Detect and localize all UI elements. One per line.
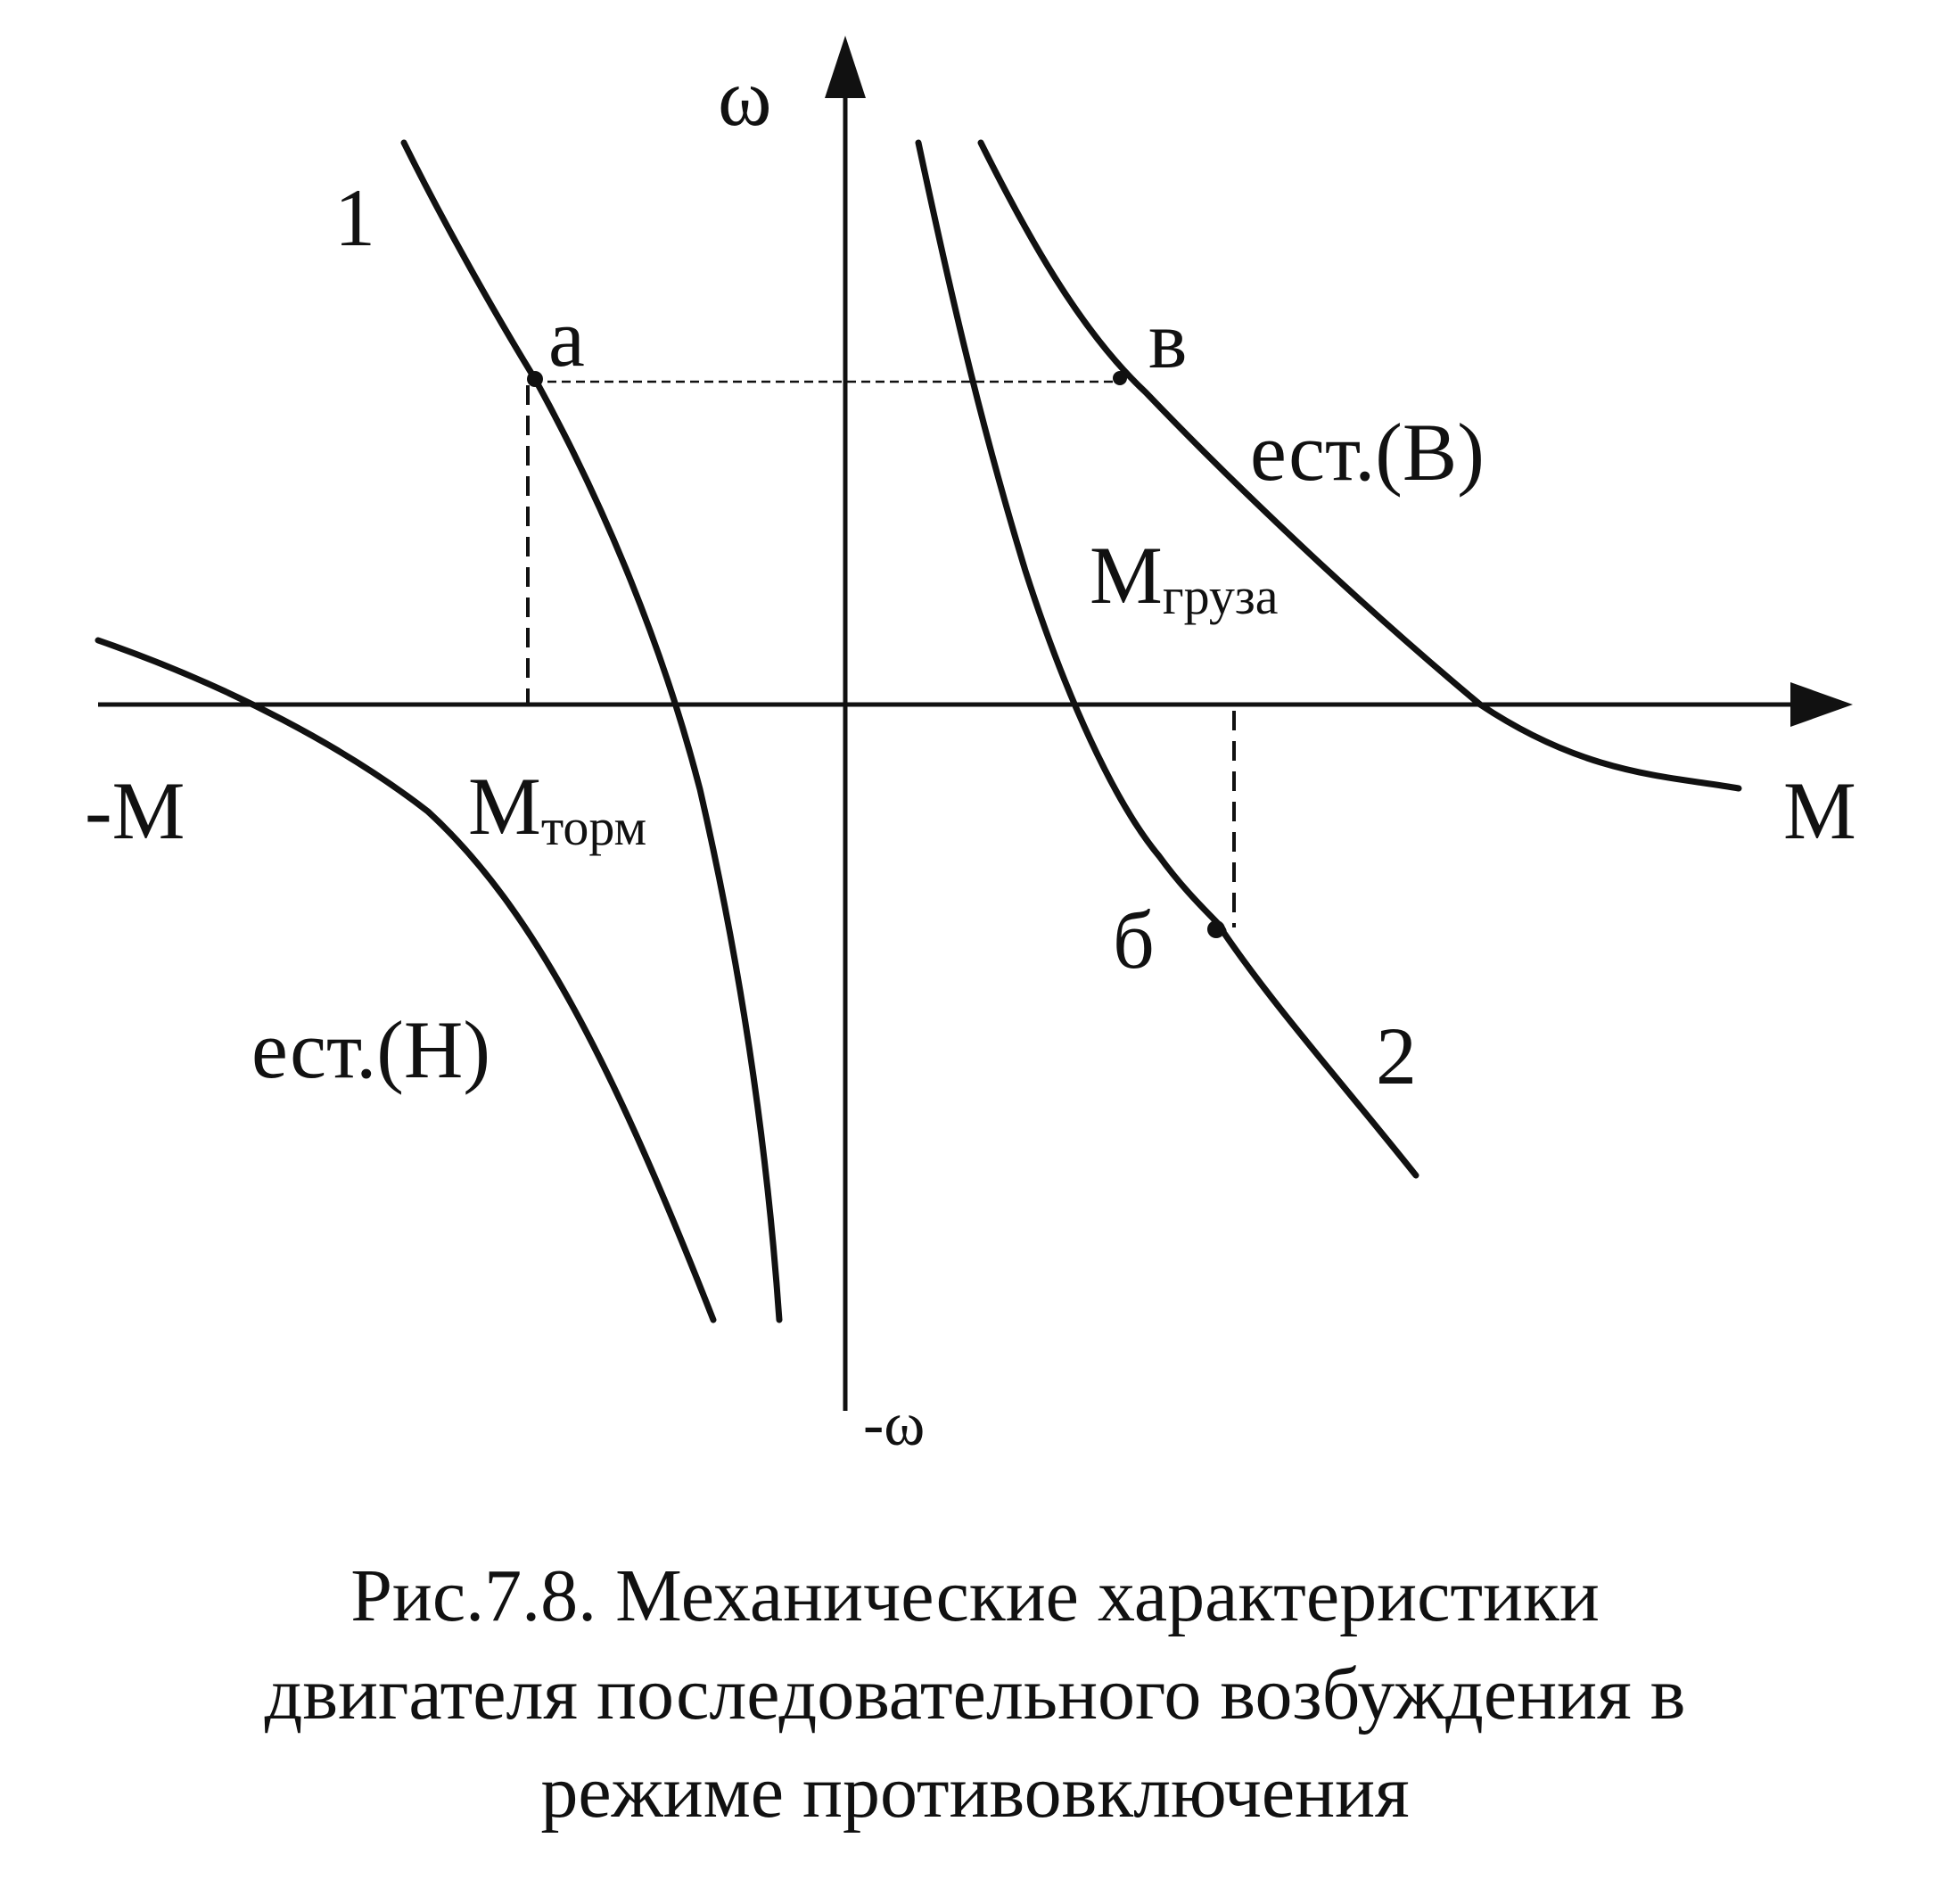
torque-axis-arrow: [1790, 682, 1853, 727]
point-b-label: б: [1113, 894, 1155, 985]
m-load-label: [1090, 530, 1279, 625]
torque-axis-label: M: [1783, 765, 1856, 856]
point-v-label: в: [1148, 294, 1188, 385]
point-b-marker: [1207, 920, 1225, 938]
curve-2-label: 2: [1376, 1010, 1417, 1101]
natural-down-label: ест.(Н): [251, 1004, 490, 1095]
negative-torque-axis-label: -M: [85, 765, 185, 856]
m-load-subscript: груза: [1162, 567, 1279, 625]
m-brake-subscript: торм: [540, 798, 647, 856]
point-a-label: а: [548, 293, 585, 383]
curve-1-label: 1: [334, 172, 375, 263]
m-brake-main: М: [468, 761, 541, 852]
m-load-main: М: [1090, 530, 1163, 621]
negative-omega-axis-label: -ω: [863, 1390, 926, 1459]
curve-labels: [251, 172, 1485, 1101]
characteristic-curves: [98, 143, 1739, 1320]
point-a-marker: [527, 371, 543, 387]
caption-line-2: двигателя последовательного возбуждения в: [264, 1653, 1686, 1735]
natural-up-label: ест.(В): [1250, 407, 1485, 498]
caption-line-1: Рис.7.8. Механические характеристики: [350, 1554, 1600, 1637]
caption-line-3: режиме противовключения: [540, 1751, 1410, 1834]
omega-axis-label: ω: [718, 52, 772, 143]
curve-natural-down: [98, 640, 713, 1320]
point-v-marker: [1113, 371, 1127, 385]
figure-caption: [0, 1547, 1950, 1842]
omega-axis-arrow: [825, 36, 866, 98]
m-brake-label: [468, 761, 646, 856]
curve-1: [404, 143, 779, 1320]
